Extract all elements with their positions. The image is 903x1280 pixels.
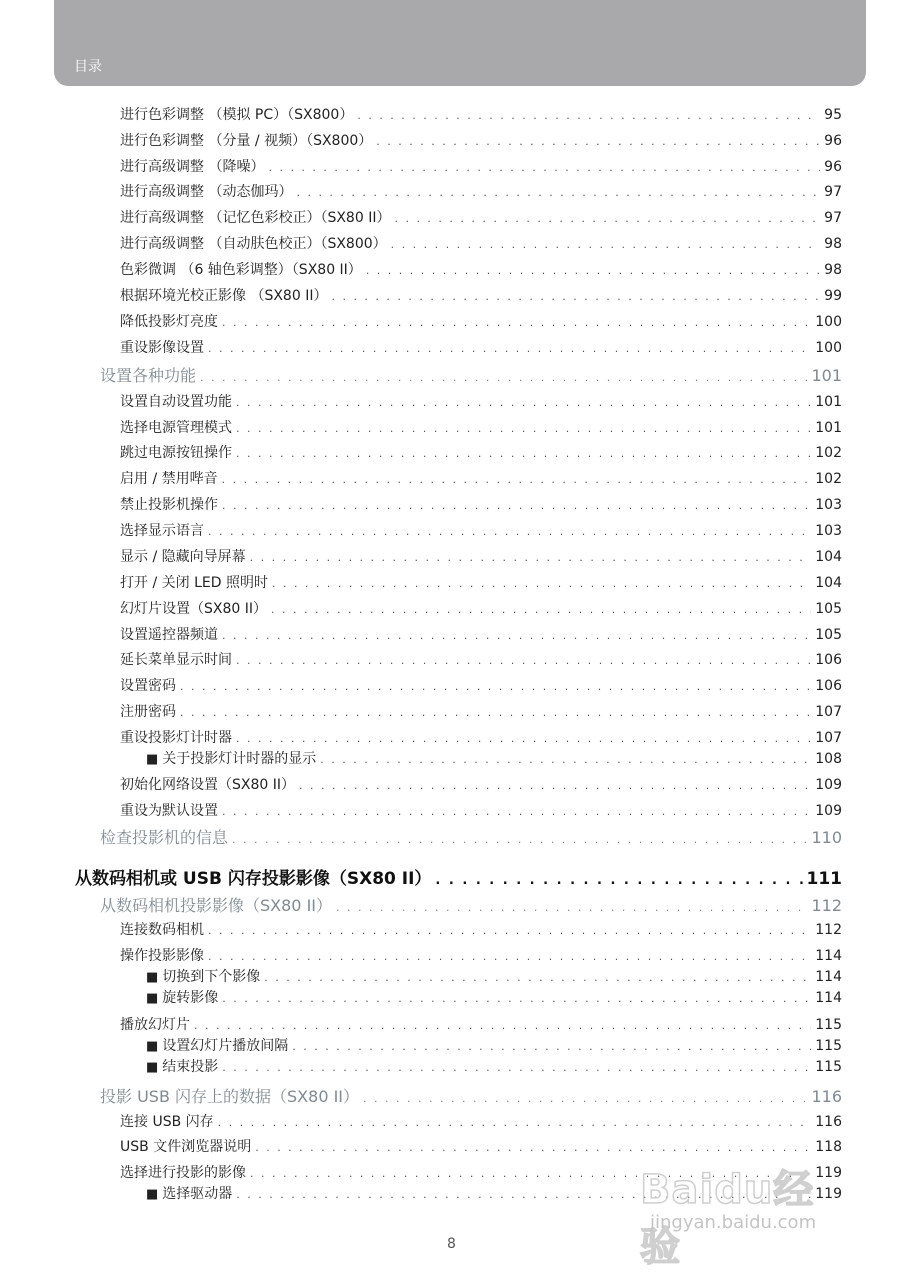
toc-entry-page: 103 [815, 497, 842, 513]
toc-entry[interactable] [146, 987, 842, 1007]
dot-leader [180, 706, 811, 719]
toc-entry-page: 101 [811, 366, 842, 385]
dot-leader [222, 1061, 811, 1074]
toc-entry-page: 115 [815, 1059, 842, 1075]
toc-entry-page: 108 [815, 751, 842, 767]
toc-entry[interactable] [100, 825, 842, 848]
toc-entry-text: 从数码相机或 USB 闪存投影影像（SX80 II） [75, 869, 432, 889]
dot-leader [208, 950, 811, 963]
dot-leader [336, 901, 807, 914]
square-bullet-icon: ■ [146, 752, 159, 767]
toc-entry[interactable] [120, 233, 842, 253]
toc-entry[interactable] [120, 1014, 842, 1034]
toc-entry[interactable] [120, 945, 842, 965]
toc-entry-label [120, 945, 204, 965]
toc-entry-page: 96 [824, 159, 842, 175]
toc-entry-text: 连接数码相机 [120, 922, 204, 938]
dot-leader [222, 992, 811, 1005]
toc-entry[interactable] [100, 1084, 842, 1107]
dot-leader [299, 779, 811, 792]
toc-entry-page: 114 [815, 948, 842, 964]
dot-leader [435, 873, 802, 888]
toc-entry-text: 连接 USB 闪存 [120, 1114, 214, 1130]
dot-leader [366, 264, 820, 277]
dot-leader [218, 1116, 812, 1129]
toc-entry-text: USB 文件浏览器说明 [120, 1139, 252, 1155]
toc-entry-text: 设置遥控器频道 [120, 627, 218, 643]
dot-leader [296, 186, 820, 199]
toc-entry[interactable] [120, 624, 842, 644]
toc-entry-page: 104 [815, 549, 842, 565]
toc-entry[interactable] [120, 1111, 842, 1131]
toc-entry-text: 进行高级调整 （降噪） [120, 159, 265, 175]
header-bar [54, 0, 866, 86]
toc-entry-page: 119 [815, 1186, 842, 1202]
toc-entry-page: 116 [811, 1087, 842, 1106]
toc-entry-text: 进行高级调整 （记忆色彩校正）（SX80 II） [120, 210, 391, 226]
dot-leader [376, 135, 820, 148]
toc-entry-label [120, 130, 372, 150]
toc-entry-label [146, 987, 218, 1007]
toc-entry-page: 109 [815, 777, 842, 793]
toc-entry-label [100, 893, 332, 916]
dot-leader [271, 603, 811, 616]
toc-entry-page: 99 [824, 288, 842, 304]
toc-entry-label [120, 156, 264, 176]
toc-entry-page: 115 [815, 1038, 842, 1054]
toc-entry[interactable] [120, 391, 842, 411]
toc-entry[interactable] [120, 207, 842, 227]
toc-entry-label [120, 104, 353, 124]
toc-entry-text: 选择进行投影的影像 [120, 1165, 246, 1181]
toc-entry-label [75, 864, 431, 889]
square-bullet-icon: ■ [146, 1060, 159, 1075]
toc-entry-text: 选择电源管理模式 [120, 420, 232, 436]
toc-entry-text: 设置幻灯片播放间隔 [162, 1038, 289, 1054]
square-bullet-icon: ■ [146, 970, 159, 985]
toc-entry-label [120, 391, 232, 411]
toc-entry-label [146, 1035, 288, 1055]
toc-entry-page: 101 [815, 420, 842, 436]
toc-entry-label [120, 572, 268, 592]
dot-leader [200, 371, 807, 384]
toc-entry-label [120, 337, 204, 357]
dot-leader [236, 654, 811, 667]
square-bullet-icon: ■ [146, 1039, 159, 1054]
watermark-brand: Baidu经验 [640, 1167, 815, 1270]
dot-leader [264, 971, 811, 984]
toc-entry[interactable] [146, 1035, 842, 1055]
toc-entry-label [120, 1162, 246, 1182]
dot-leader [222, 629, 811, 642]
toc-entry-text: 操作投影影像 [120, 948, 204, 964]
toc-entry-text: 显示 / 隐藏向导屏幕 [120, 549, 246, 565]
toc-entry-text: 重设影像设置 [120, 340, 204, 356]
toc-entry-label [120, 311, 218, 331]
toc-entry-page: 106 [815, 678, 842, 694]
toc-entry-page: 104 [815, 575, 842, 591]
toc-entry[interactable] [120, 156, 842, 176]
dot-leader [250, 551, 812, 564]
toc-entry[interactable] [120, 520, 842, 540]
dot-leader [236, 447, 811, 460]
toc-entry-text: 重设为默认设置 [120, 803, 218, 819]
toc-entry-label [120, 233, 387, 253]
toc-entry-page: 105 [815, 627, 842, 643]
dot-leader [222, 805, 811, 818]
toc-entry[interactable] [120, 442, 842, 462]
toc-entry[interactable] [100, 893, 842, 916]
toc-entry[interactable] [120, 337, 842, 357]
toc-entry[interactable] [120, 919, 842, 939]
toc-entry-text: 重设投影灯计时器 [120, 730, 232, 746]
toc-entry-page: 115 [815, 1017, 842, 1033]
dot-leader [394, 212, 820, 225]
toc-entry-label [146, 966, 260, 986]
dot-leader [222, 473, 812, 486]
toc-entry-page: 116 [815, 1114, 842, 1130]
toc-entry[interactable] [120, 285, 842, 305]
toc-entry[interactable] [120, 598, 842, 618]
toc-entry-text: 初始化网络设置（SX80 II） [120, 777, 295, 793]
toc-entry-page: 97 [824, 210, 842, 226]
toc-entry[interactable] [146, 1056, 842, 1076]
watermark-url: jingyan.baidu.com [650, 1212, 817, 1233]
dot-leader [232, 833, 807, 846]
toc-entry-page: 95 [824, 107, 842, 123]
toc-entry-page: 109 [815, 803, 842, 819]
toc-entry[interactable] [100, 363, 842, 386]
toc-entry-label [120, 675, 176, 695]
dot-leader [272, 577, 811, 590]
toc-entry-text: 结束投影 [162, 1059, 219, 1075]
toc-entry-label [120, 701, 176, 721]
toc-entry-label [120, 1014, 190, 1034]
dot-leader [236, 422, 811, 435]
toc-entry-label [120, 417, 232, 437]
toc-entry-text: 设置密码 [120, 678, 176, 694]
toc-entry-label [100, 825, 228, 848]
toc-entry-label [120, 494, 218, 514]
toc-entry-page: 103 [815, 523, 842, 539]
toc-entry-label [146, 1056, 218, 1076]
toc-entry-text: 注册密码 [120, 704, 176, 720]
toc-entry-label [120, 207, 390, 227]
toc-entry-label [120, 919, 204, 939]
toc-entry-text: 启用 / 禁用哔音 [120, 471, 218, 487]
toc-entry[interactable] [120, 130, 842, 150]
toc-entry-page: 100 [815, 340, 842, 356]
dot-leader [222, 499, 811, 512]
toc-entry-label [146, 1183, 232, 1203]
toc-entry-label [120, 727, 232, 747]
toc-entry-text: 禁止投影机操作 [120, 497, 218, 513]
toc-entry[interactable] [120, 774, 842, 794]
toc-entry-text: 色彩微调 （6 轴色彩调整）（SX80 II） [120, 262, 362, 278]
toc-entry-label [120, 1136, 251, 1156]
toc-entry[interactable] [120, 311, 842, 331]
toc-entry-page: 98 [824, 236, 842, 252]
toc-entry-label [120, 520, 204, 540]
toc-entry-label [120, 624, 218, 644]
toc-entry-text: 根据环境光校正影像 （SX80 II） [120, 288, 328, 304]
toc-entry[interactable] [120, 468, 842, 488]
toc-entry-label [146, 748, 316, 768]
toc-entry-page: 102 [815, 471, 842, 487]
square-bullet-icon: ■ [146, 991, 159, 1006]
toc-entry-page: 100 [815, 314, 842, 330]
toc-entry-text: 打开 / 关闭 LED 照明时 [120, 575, 268, 591]
dot-leader [292, 1040, 811, 1053]
toc-entry-page: 118 [815, 1139, 842, 1155]
toc-entry[interactable] [120, 727, 842, 747]
toc-entry-page: 110 [811, 828, 842, 847]
toc-entry[interactable] [120, 649, 842, 669]
toc-entry-text: 选择驱动器 [162, 1186, 233, 1202]
toc-entry-page: 114 [815, 969, 842, 985]
dot-leader [236, 396, 811, 409]
toc-entry-page: 102 [815, 445, 842, 461]
page-title: 目录 [74, 59, 102, 75]
dot-leader [391, 238, 821, 251]
dot-leader [268, 161, 820, 174]
toc-entry-label [100, 363, 196, 386]
dot-leader [331, 290, 820, 303]
toc-entry-text: 投影 USB 闪存上的数据（SX80 II） [100, 1087, 360, 1106]
toc-entry[interactable] [120, 800, 842, 820]
toc-entry-text: 进行色彩调整 （分量 / 视频）（SX800） [120, 133, 373, 149]
dot-leader [208, 342, 811, 355]
toc-entry-page: 107 [815, 730, 842, 746]
toc-entry[interactable] [75, 864, 842, 889]
toc-entry-page: 107 [815, 704, 842, 720]
toc-entry-label [120, 181, 292, 201]
toc-entry-text: 进行高级调整 （自动肤色校正）（SX800） [120, 236, 387, 252]
toc-entry-label [120, 259, 362, 279]
toc-entry-text: 旋转影像 [162, 990, 219, 1006]
toc-entry[interactable] [146, 748, 842, 768]
toc-entry[interactable] [120, 417, 842, 437]
toc-entry-label [100, 1084, 359, 1107]
toc-entry-text: 从数码相机投影影像（SX80 II） [100, 896, 333, 915]
toc-entry-label [120, 285, 327, 305]
toc-entry-text: 幻灯片设置（SX80 II） [120, 601, 267, 617]
toc-entry[interactable] [120, 572, 842, 592]
toc-entry-label [120, 468, 218, 488]
toc-entry-label [120, 442, 232, 462]
toc-entry[interactable] [120, 701, 842, 721]
toc-entry-text: 进行高级调整 （动态伽玛） [120, 184, 293, 200]
toc-entry-page: 96 [824, 133, 842, 149]
toc-entry[interactable] [120, 259, 842, 279]
dot-leader [236, 732, 811, 745]
toc-entry-label [120, 800, 218, 820]
toc-entry-page: 111 [806, 869, 842, 889]
toc-entry-text: 关于投影灯计时器的显示 [162, 751, 317, 767]
toc-entry-page: 105 [815, 601, 842, 617]
page-number: 8 [447, 1236, 456, 1252]
toc-entry-page: 98 [824, 262, 842, 278]
dot-leader [320, 753, 811, 766]
toc-entry-page: 106 [815, 652, 842, 668]
toc-entry-text: 进行色彩调整 （模拟 PC）（SX800） [120, 107, 354, 123]
toc-entry-page: 97 [824, 184, 842, 200]
toc-entry-text: 跳过电源按钮操作 [120, 445, 232, 461]
toc-entry-text: 播放幻灯片 [120, 1017, 190, 1033]
dot-leader [222, 316, 811, 329]
toc-entry-label [120, 546, 246, 566]
toc-entry-text: 检查投影机的信息 [100, 828, 229, 847]
dot-leader [194, 1019, 811, 1032]
toc-entry-text: 切换到下个影像 [162, 969, 261, 985]
toc-entry-page: 101 [815, 394, 842, 410]
dot-leader [208, 924, 811, 937]
toc-entry-page: 119 [815, 1165, 842, 1181]
toc-entry-text: 降低投影灯亮度 [120, 314, 218, 330]
toc-entry-page: 112 [811, 896, 842, 915]
dot-leader [357, 109, 820, 122]
watermark-logo [640, 1150, 850, 1270]
toc-entry[interactable] [120, 494, 842, 514]
toc-entry[interactable] [120, 546, 842, 566]
toc-entry-text: 选择显示语言 [120, 523, 204, 539]
square-bullet-icon: ■ [146, 1187, 159, 1202]
dot-leader [363, 1092, 807, 1105]
toc-entry-text: 设置各种功能 [100, 366, 197, 385]
toc-entry-text: 设置自动设置功能 [120, 394, 232, 410]
toc-entry[interactable] [120, 104, 842, 124]
toc-entry-text: 延长菜单显示时间 [120, 652, 232, 668]
toc-entry[interactable] [146, 966, 842, 986]
toc-entry[interactable] [120, 181, 842, 201]
toc-entry-page: 112 [815, 922, 842, 938]
dot-leader [208, 525, 811, 538]
toc-entry[interactable] [120, 675, 842, 695]
toc-entry-label [120, 649, 232, 669]
toc-entry-label [120, 1111, 214, 1131]
toc-entry-page: 114 [815, 990, 842, 1006]
dot-leader [180, 680, 811, 693]
toc-entry-label [120, 774, 295, 794]
toc-entry-label [120, 598, 267, 618]
